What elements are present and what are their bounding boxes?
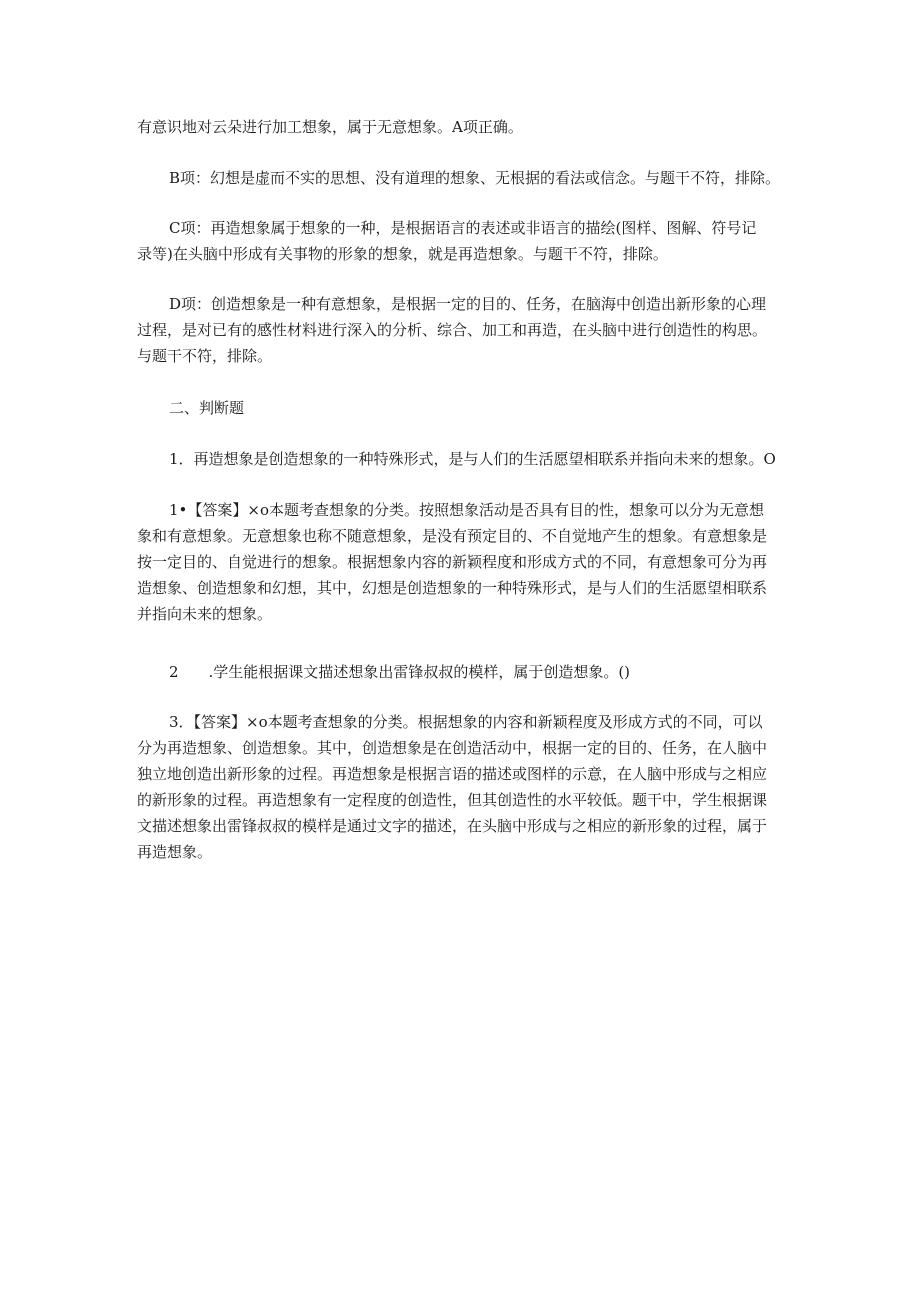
text-line: 象和有意想象。无意想象也称不随意想象，是没有预定目的、不自觉地产生的想象。有意想象是 bbox=[137, 527, 768, 545]
answer-3 bbox=[137, 709, 789, 865]
paragraph-option-c bbox=[137, 215, 789, 267]
text-line: 过程，是对已有的感性材料进行深入的分析、综合、加工和再造，在头脑中进行创造性的构思。 bbox=[137, 321, 768, 339]
text-line: 二、判断题 bbox=[169, 399, 245, 417]
text-line: 分为再造想象、创造想象。其中，创造想象是在创造活动中，根据一定的目的、任务，在人脑中 bbox=[137, 739, 768, 757]
paragraph-option-d bbox=[137, 291, 789, 369]
text-line: 与题干不符，排除。 bbox=[137, 347, 273, 365]
text-line: 造想象、创造想象和幻想，其中，幻想是创造想象的一种特殊形式，是与人们的生活愿望相联系 bbox=[137, 579, 768, 597]
text-line: 文描述想象出雷锋叔叔的模样是通过文字的描述，在头脑中形成与之相应的新形象的过程，属于 bbox=[137, 817, 768, 835]
text-line: 的新形象的过程。再造想象有一定程度的创造性，但其创造性的水平较低。题干中，学生根据课 bbox=[137, 791, 768, 809]
text-line: 按一定目的、自觉进行的想象。根据想象内容的新颖程度和形成方式的不同，有意想象可分为再 bbox=[137, 553, 768, 571]
text-line: 3．【答案】×o本题考查想象的分类。根据想象的内容和新颖程度及形成方式的不同，可以 bbox=[169, 713, 763, 731]
text-line: 录等)在头脑中形成有关事物的形象的想象，就是再造想象。与题干不符，排除。 bbox=[137, 245, 668, 263]
section-heading-true-false bbox=[137, 395, 789, 421]
text-line: 2 .学生能根据课文描述想象出雷锋叔叔的模样，属于创造想象。() bbox=[169, 663, 631, 681]
text-line: 有意识地对云朵进行加工想象，属于无意想象。A项正确。 bbox=[137, 118, 523, 136]
paragraph-option-b bbox=[137, 165, 789, 191]
text-line: 1•【答案】×o本题考查想象的分类。按照想象活动是否具有目的性，想象可以分为无意想 bbox=[169, 501, 764, 519]
text-line: B项：幻想是虚而不实的思想、没有道理的想象、无根据的看法或信念。与题干不符，排除。 bbox=[169, 169, 781, 187]
answer-1 bbox=[137, 497, 789, 627]
question-1 bbox=[137, 446, 789, 472]
question-2 bbox=[137, 659, 789, 685]
text-line: D项：创造想象是一种有意想象，是根据一定的目的、任务，在脑海中创造出新形象的心理 bbox=[169, 295, 767, 313]
paragraph-option-a-conclusion bbox=[137, 114, 789, 140]
text-line: 独立地创造出新形象的过程。再造想象是根据言语的描述或图样的示意，在人脑中形成与之相应 bbox=[137, 765, 768, 783]
text-line: 再造想象。 bbox=[137, 843, 213, 861]
text-line: 并指向未来的想象。 bbox=[137, 605, 273, 623]
text-line: 1．再造想象是创造想象的一种特殊形式，是与人们的生活愿望相联系并指向未来的想象。O bbox=[169, 450, 776, 468]
text-line: C项：再造想象属于想象的一种，是根据语言的表述或非语言的描绘(图样、图解、符号记 bbox=[169, 219, 757, 237]
